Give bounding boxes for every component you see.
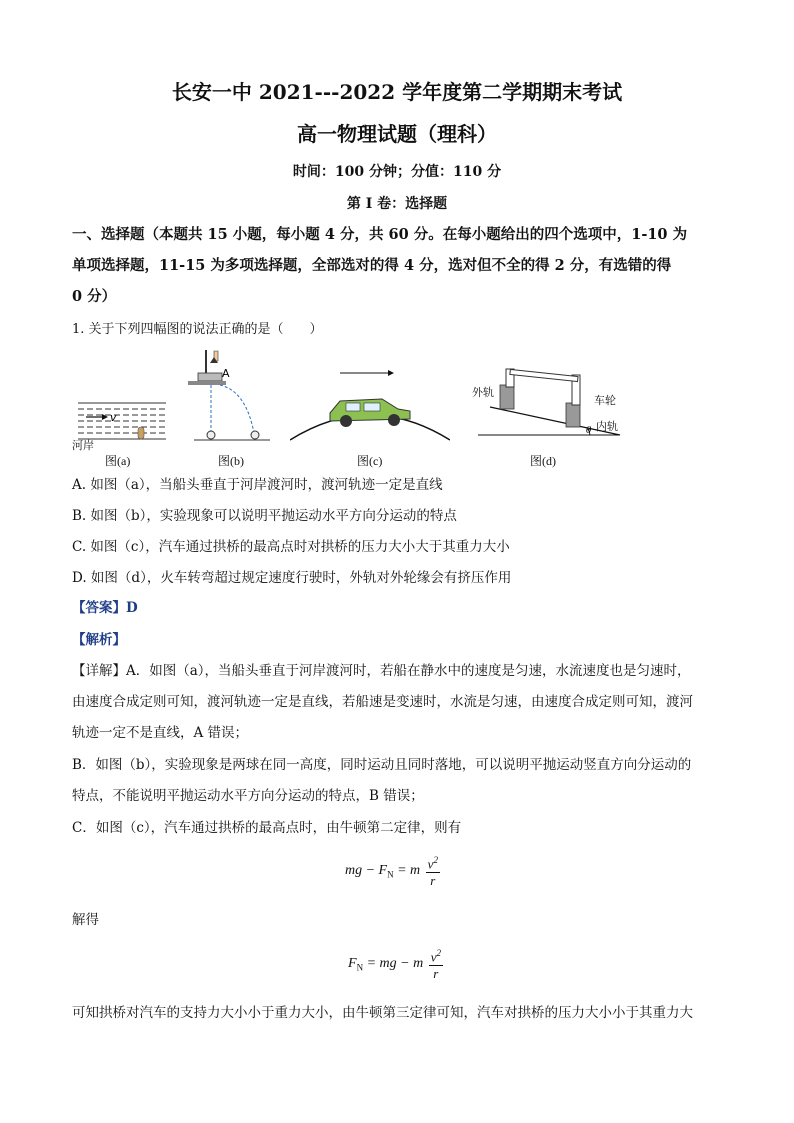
solve-label: 解得 — [72, 912, 99, 928]
angle-label: θ — [586, 426, 592, 436]
option-c: C. 如图（c），汽车通过拱桥的最高点时对拱桥的压力大小大于其重力大小 — [72, 539, 510, 555]
figure-b-caption: 图(b) — [218, 454, 244, 468]
explanation-line-1: 【详解】A．如图（a），当船头垂直于河岸渡河时，若船在静水中的速度是匀速，水流速度也是匀速时， — [72, 663, 691, 679]
river-bank-label: 河岸 — [72, 440, 94, 452]
section-instructions-line3: 0 分） — [72, 288, 117, 305]
eq1-lhs: mg − F — [345, 862, 388, 878]
figure-b-projectile — [184, 345, 274, 445]
exam-title: 长安一中 2021---2022 学年度第二学期期末考试 — [171, 80, 623, 104]
part-heading: 第 I 卷：选择题 — [346, 196, 448, 212]
ball-a-icon — [207, 431, 215, 439]
analysis-label: 【解析】 — [72, 632, 126, 648]
option-a: A. 如图（a），当船头垂直于河岸渡河时，渡河轨迹一定是直线 — [72, 477, 443, 493]
eq2-num: v — [430, 949, 437, 965]
equation-newton-second-law — [345, 852, 440, 889]
river-water — [78, 403, 166, 439]
eq2-sup: 2 — [436, 948, 441, 958]
eq1-den: r — [430, 873, 436, 889]
explanation-line-5: 特点，不能说明平抛运动水平方向分运动的特点，B 错误； — [72, 788, 424, 804]
section-instructions-line2: 单项选择题，11-15 为多项选择题，全部选对的得 4 分，选对但不全的得 2 分，有选错的得 — [72, 257, 672, 274]
explanation-line-3: 轨迹一定不是直线，A 错误； — [72, 725, 249, 741]
inner-rail-label: 内轨 — [596, 420, 618, 433]
figure-d-caption: 图(d) — [530, 454, 556, 468]
car-icon — [330, 399, 410, 427]
eq1-sub: N — [387, 869, 394, 880]
option-d: D. 如图（d），火车转弯超过规定速度行驶时，外轨对外轮缘会有挤压作用 — [72, 570, 512, 586]
eq1-fraction — [426, 852, 440, 889]
eq2-den: r — [433, 966, 439, 982]
stand-base — [188, 381, 226, 385]
figure-a-caption: 图(a) — [105, 454, 131, 468]
inner-wheel-icon — [566, 375, 580, 427]
explanation-line-6: C．如图（c），汽车通过拱桥的最高点时，由牛顿第二定律，则有 — [72, 820, 462, 836]
wheel-label: 车轮 — [594, 394, 616, 407]
figure-c-caption: 图(c) — [357, 454, 383, 468]
eq2-fraction — [429, 945, 443, 982]
explanation-final-line: 可知拱桥对汽车的支持力大小小于重力大小，由牛顿第三定律可知，汽车对拱桥的压力大小小于其重力大 — [72, 1005, 693, 1021]
option-b: B. 如图（b），实验现象可以说明平抛运动水平方向分运动的特点 — [72, 508, 457, 524]
eq2-sub: N — [356, 962, 364, 973]
eq1-num: v — [427, 856, 434, 872]
figure-c-arch-bridge — [290, 365, 450, 445]
velocity-label: v — [110, 411, 117, 424]
launcher-platform — [198, 373, 222, 381]
equation-normal-force — [348, 945, 443, 982]
eq2-mid: = mg − m — [363, 955, 424, 971]
ball-b-icon — [251, 431, 259, 439]
point-a-label: A — [222, 367, 230, 380]
motion-arrow-icon — [340, 370, 394, 376]
section-instructions-line1: 一、选择题（本题共 15 小题，每小题 4 分，共 60 分。在每小题给出的四个选项中，1-10 为 — [72, 226, 688, 243]
question-stem: 1. 关于下列四幅图的说法正确的是（ ） — [72, 322, 323, 337]
exam-subtitle: 高一物理试题（理科） — [297, 122, 497, 146]
eq1-mid: = m — [393, 862, 421, 878]
eq2-lhs: F — [348, 955, 357, 971]
explanation-line-4: B．如图（b），实验现象是两球在同一高度，同时运动且同时落地，可以说明平抛运动竖直方向分运动的 — [72, 757, 692, 773]
exam-meta: 时间：100 分钟；分值：110 分 — [292, 164, 502, 180]
axle — [510, 369, 578, 381]
boat-icon — [138, 427, 144, 439]
outer-rail-label: 外轨 — [472, 386, 494, 399]
explanation-line-2: 由速度合成定则可知，渡河轨迹一定是直线，若船速是变速时，水流是匀速，由速度合成定则可知，渡河 — [72, 694, 693, 710]
parabolic-path — [220, 385, 254, 433]
answer-label: 【答案】D — [72, 600, 138, 616]
eq1-sup: 2 — [433, 855, 438, 865]
